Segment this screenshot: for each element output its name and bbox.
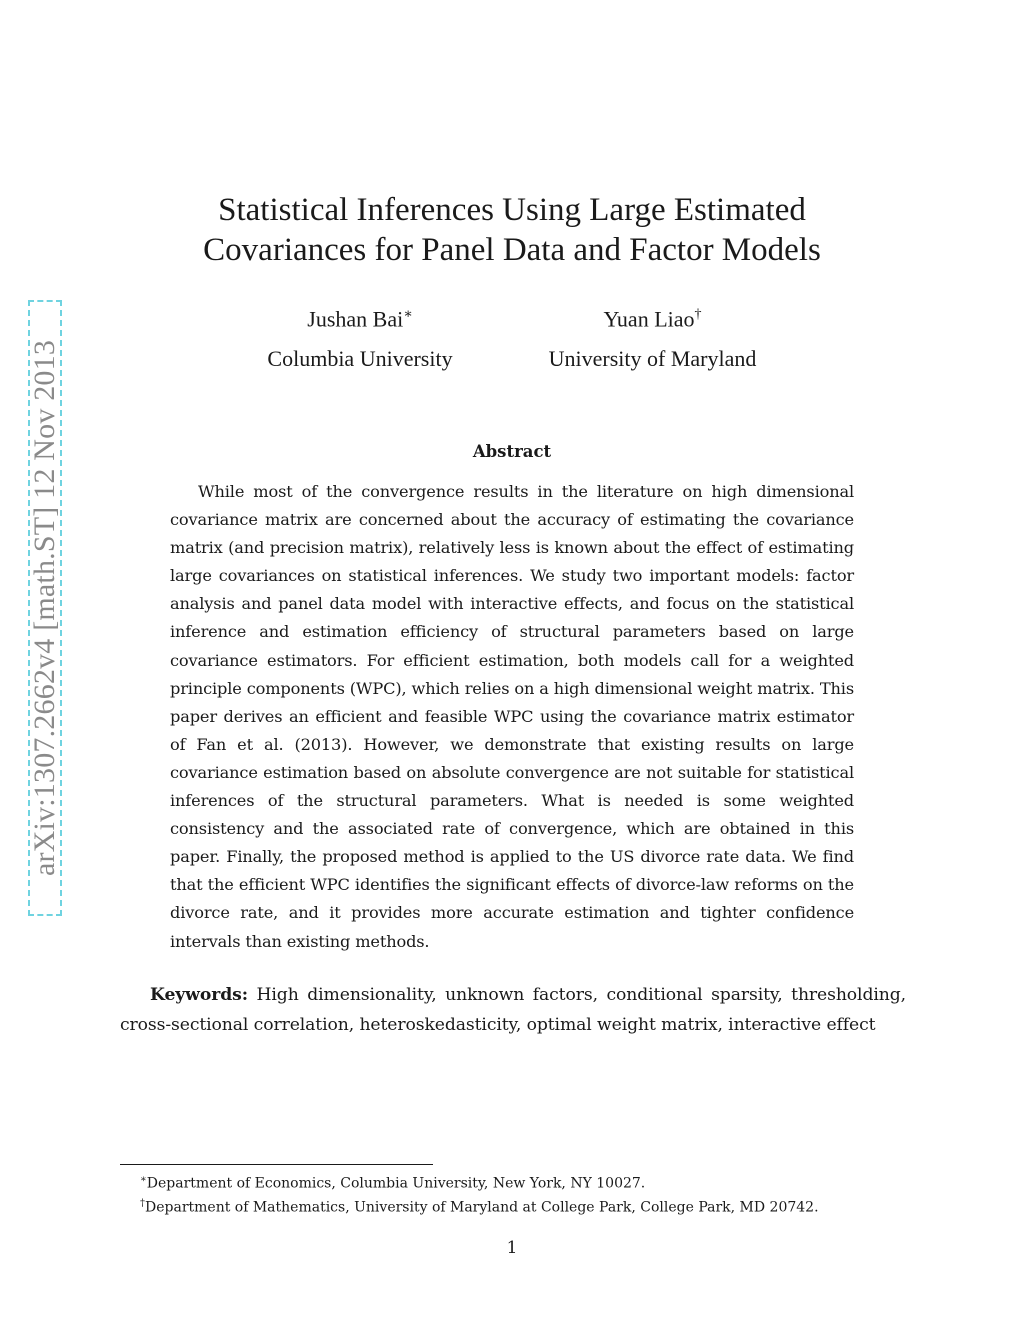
footnote-mark: ∗ <box>140 1174 147 1185</box>
author-footnote-mark: ∗ <box>403 307 413 322</box>
page-number: 1 <box>506 1238 518 1258</box>
title-line-1: Statistical Inferences Using Large Estimated <box>218 192 806 228</box>
author-footnote-mark: † <box>694 307 702 322</box>
title-line-2: Covariances for Panel Data and Factor Models <box>203 232 821 268</box>
author-block-1 <box>250 302 470 372</box>
keywords-label: Keywords: <box>150 985 248 1005</box>
arxiv-identifier-stamp <box>28 300 62 916</box>
author-name: Yuan Liao <box>603 306 695 332</box>
footnote-text: Department of Economics, Columbia University, New York, NY 10027. <box>146 1175 646 1192</box>
paper-title <box>150 190 874 270</box>
author-name: Jushan Bai <box>307 306 404 332</box>
footnote-text: Department of Mathematics, University of Maryland at College Park, College Park, MD 20742. <box>145 1199 819 1216</box>
author-affiliation: Columbia University <box>267 346 453 372</box>
abstract-heading: Abstract <box>472 442 552 461</box>
keywords-paragraph <box>120 980 906 1040</box>
author-block-2 <box>525 302 780 372</box>
keywords-text: High dimensionality, unknown factors, conditional sparsity, thresholding, cross-sectional correlation, heteroskedasticity, optimal weight matrix, interactive effect <box>120 985 906 1035</box>
footnote-1 <box>140 1170 900 1194</box>
footnote-rule <box>120 1164 433 1165</box>
footnote-2 <box>140 1194 900 1218</box>
footnote-mark: † <box>140 1197 145 1209</box>
abstract-text: While most of the convergence results in the literature on high dimensional covariance matrix are concerned about the accuracy of estimating the covariance matrix (and precision matrix), relatively less is known about the effect of estimating large covariances on statistical inferences. We study two important models: factor analysis and panel data model with interactive effects, and focus on the statistical inference and estimation efficiency of structural parameters based on large covariance estimators. For efficient estimation, both models call for a weighted principle components (WPC), which relies on a high dimensional weight matrix. This paper derives an efficient and feasible WPC using the covariance matrix estimator of Fan et al. (2013). However, we demonstrate that existing results on large covariance estimation based on absolute convergence are not suitable for statistical inferences of the structural parameters. What is needed is some weighted consistency and the associated rate of convergence, which are obtained in this paper. Finally, the proposed method is applied to the US divorce rate data. We find that the efficient WPC identifies the significant effects of divorce-law reforms on the divorce rate, and it provides more accurate estimation and tighter confidence intervals than existing methods. <box>170 482 854 951</box>
author-affiliation: University of Maryland <box>548 346 757 372</box>
footnotes <box>140 1170 900 1217</box>
arxiv-identifier-text: arXiv:1307.2662v4 [math.ST] 12 Nov 2013 <box>28 339 61 877</box>
